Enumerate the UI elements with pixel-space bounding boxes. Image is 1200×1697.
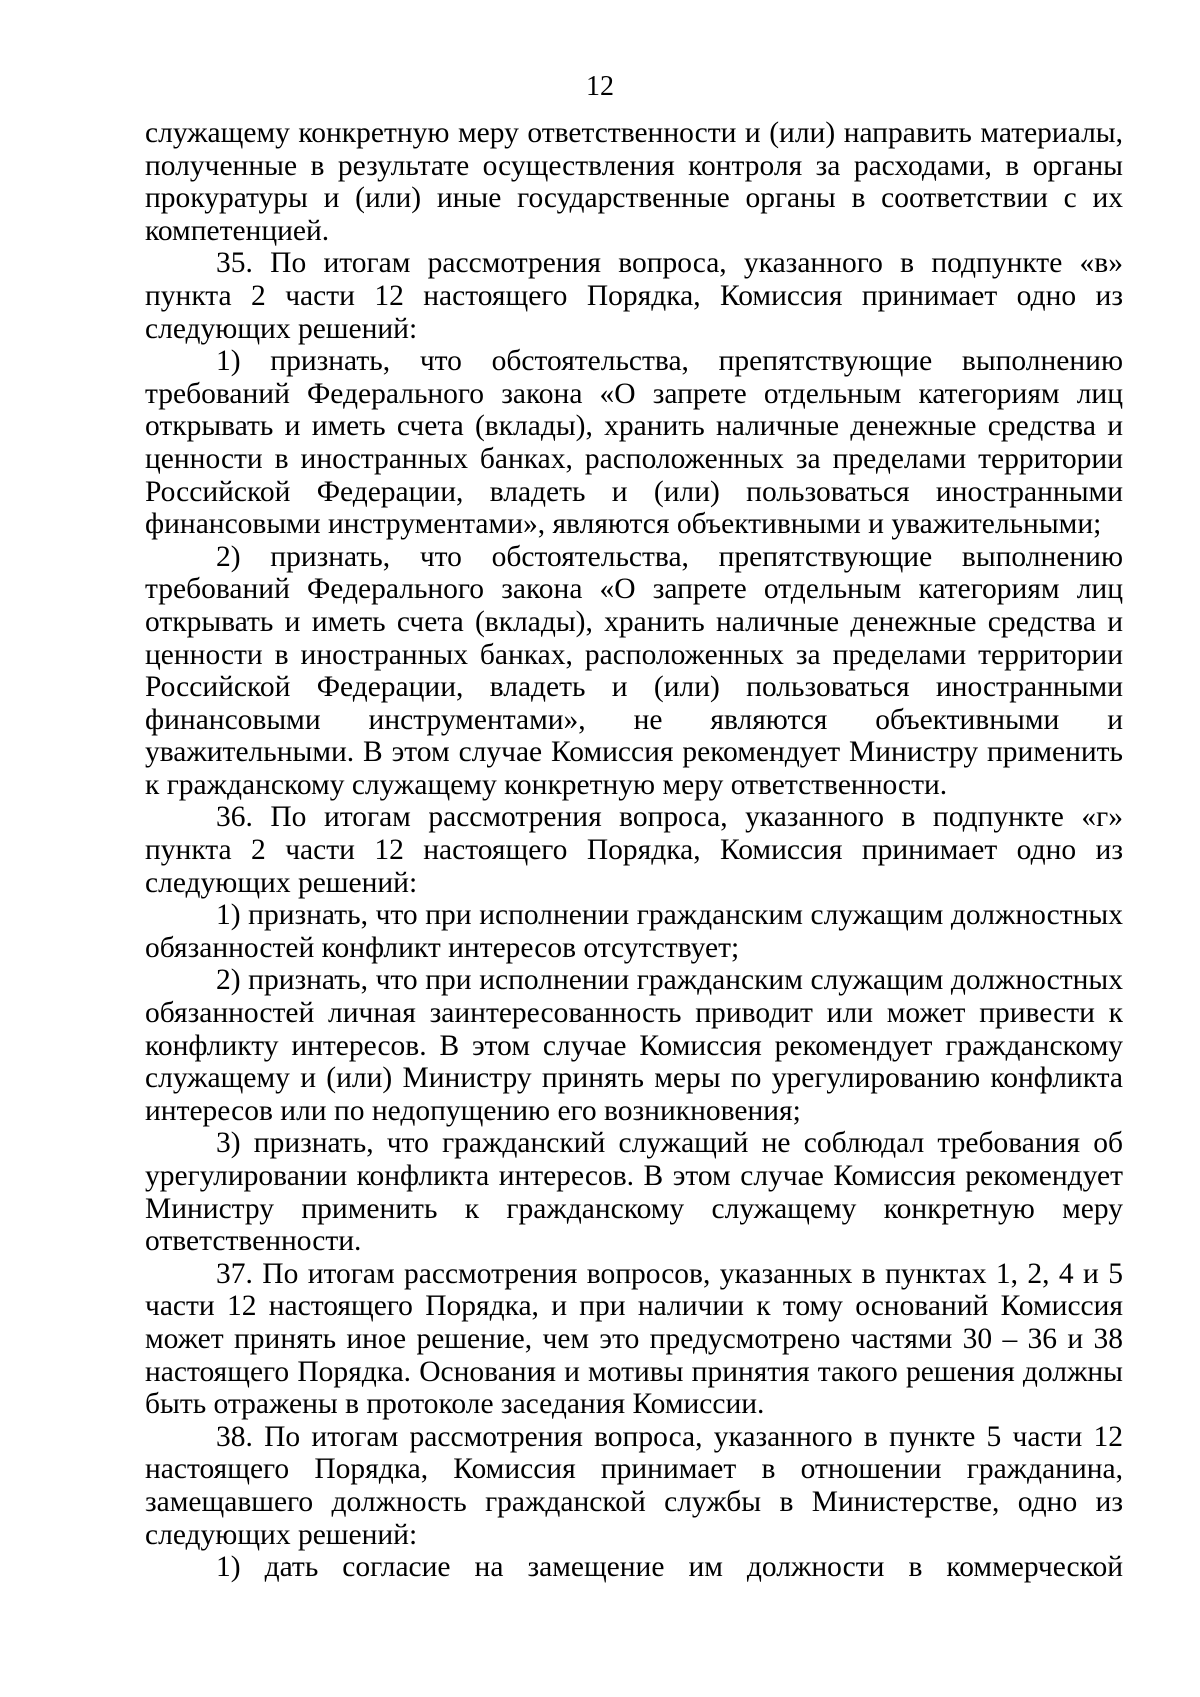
paragraph-continuation: служащему конкретную меру ответственности и (или) направить материалы, полученные в результате осуществления контроля за расходами, в органы прокуратуры и (или) иные государственные органы в соответствии с их компетенцией. — [145, 117, 1123, 247]
page-number: 12 — [586, 71, 614, 102]
paragraph-35-item-2: 2) признать, что обстоятельства, препятствующие выполнению требований Федерального закона «О запрете отдельным категориям лиц открывать и иметь счета (вклады), хранить наличные денежные средства и ценности в иностранных банках, расположенных за пределами территории Российской Федерации, владеть и (или) пользоваться иностранными финансовыми инструментами», не являются объективными и уважительными. В этом случае Комиссия рекомендует Министру применить к гражданскому служащему конкретную меру ответственности. — [145, 540, 1123, 801]
paragraph-37: 37. По итогам рассмотрения вопросов, указанных в пунктах 1, 2, 4 и 5 части 12 настоящего Порядка, и при наличии к тому оснований Комиссия может принять иное решение, чем это предусмотрено частями 30 – 36 и 38 настоящего Порядка. Основания и мотивы принятия такого решения должны быть отражены в протоколе заседания Комиссии. — [145, 1257, 1123, 1421]
paragraph-36-item-3: 3) признать, что гражданский служащий не соблюдал требования об урегулировании конфликта интересов. В этом случае Комиссия рекомендует Министру применить к гражданскому служащему конкретную меру ответственности. — [145, 1127, 1123, 1258]
document-body — [145, 117, 1123, 1584]
paragraph-36-item-2: 2) признать, что при исполнении гражданским служащим должностных обязанностей личная заинтересованность приводит или может привести к конфликту интересов. В этом случае Комиссия рекомендует гражданскому служащему и (или) Министру принять меры по урегулированию конфликта интересов или по недопущению его возникновения; — [145, 964, 1123, 1127]
paragraph-35-item-1: 1) признать, что обстоятельства, препятствующие выполнению требований Федерального закона «О запрете отдельным категориям лиц открывать и иметь счета (вклады), хранить наличные денежные средства и ценности в иностранных банках, расположенных за пределами территории Российской Федерации, владеть и (или) пользоваться иностранными финансовыми инструментами», являются объективными и уважительными; — [145, 345, 1123, 541]
paragraph-36-item-1: 1) признать, что при исполнении гражданским служащим должностных обязанностей конфликт интересов отсутствует; — [145, 899, 1123, 964]
paragraph-35: 35. По итогам рассмотрения вопроса, указанного в подпункте «в» пункта 2 части 12 настоящего Порядка, Комиссия принимает одно из следующих решений: — [145, 247, 1123, 345]
paragraph-38: 38. По итогам рассмотрения вопроса, указанного в пункте 5 части 12 настоящего Порядка, Комиссия принимает в отношении гражданина, замещавшего должность гражданской службы в Министерстве, одно из следующих решений: — [145, 1420, 1123, 1551]
paragraph-36: 36. По итогам рассмотрения вопроса, указанного в подпункте «г» пункта 2 части 12 настоящего Порядка, Комиссия принимает одно из следующих решений: — [145, 801, 1123, 899]
paragraph-38-item-1: 1) дать согласие на замещение им должности в коммерческой — [216, 1551, 1123, 1584]
